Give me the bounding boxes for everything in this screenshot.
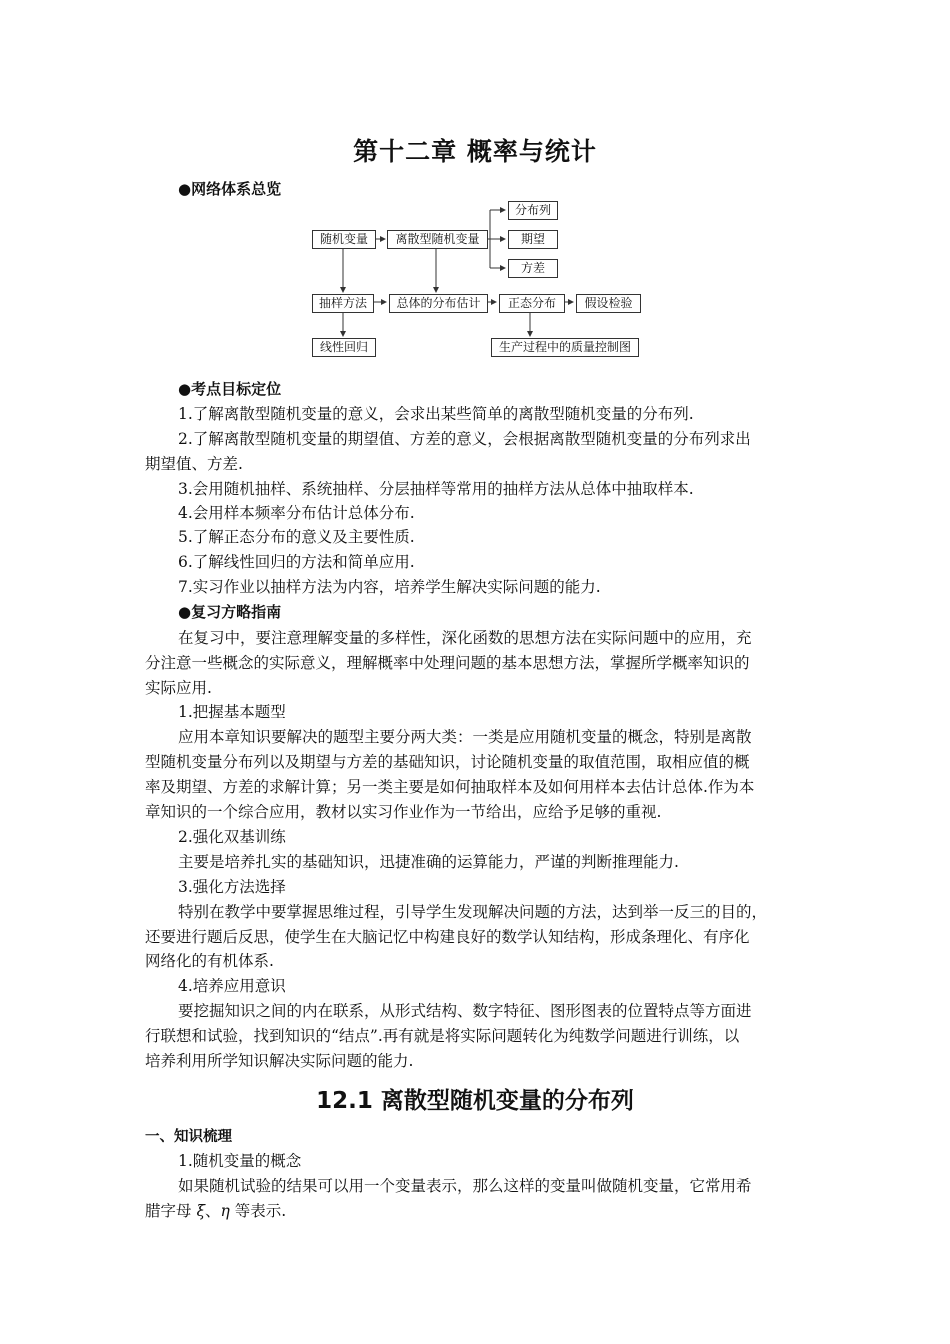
knowledge-structure-diagram [300, 195, 650, 365]
point-4-line-1: 要挖掘知识之间的内在联系，从形式结构、数字特征、图形图表的位置特点等方面进 [178, 1002, 752, 1020]
knowledge-line-2 [145, 1199, 286, 1221]
target-5: 5.了解正态分布的意义及主要性质. [178, 528, 415, 546]
chapter-title: 第十二章 概率与统计 [353, 137, 597, 166]
target-7: 7.实习作业以抽样方法为内容，培养学生解决实际问题的能力. [178, 578, 601, 596]
node-expectation: 期望 [508, 230, 558, 249]
node-linear-regression: 线性回归 [312, 338, 376, 357]
knowledge-item-1: 1.随机变量的概念 [178, 1152, 302, 1170]
node-normal-distribution: 正态分布 [499, 294, 565, 313]
knowledge-line-2-suffix: 等表示. [229, 1202, 287, 1220]
point-4-heading: 4.培养应用意识 [178, 977, 286, 995]
node-sampling-method: 抽样方法 [312, 294, 374, 313]
section-review-strategy: ●复习方略指南 [178, 603, 282, 621]
node-variance: 方差 [508, 259, 558, 278]
point-1-heading: 1.把握基本题型 [178, 703, 286, 721]
point-3-line-3: 网络化的有机体系. [145, 952, 274, 970]
point-1-line-4: 章知识的一个综合应用，教材以实习作业作为一节给出，应给予足够的重视. [145, 803, 662, 821]
section-exam-targets: ●考点目标定位 [178, 380, 282, 398]
point-3-line-2: 还要进行题后反思，使学生在大脑记忆中构建良好的数学认知结构，形成条理化、有序化 [145, 928, 750, 946]
knowledge-line-2-prefix: 腊字母 [145, 1202, 197, 1220]
target-3: 3.会用随机抽样、系统抽样、分层抽样等常用的抽样方法从总体中抽取样本. [178, 480, 694, 498]
section-network-overview: ●网络体系总览 [178, 180, 282, 198]
node-distribution-list: 分布列 [508, 201, 558, 220]
node-discrete-random-variable: 离散型随机变量 [387, 230, 488, 249]
knowledge-heading: 一、知识梳理 [145, 1129, 232, 1145]
point-1-line-1: 应用本章知识要解决的题型主要分两大类：一类是应用随机变量的概念，特别是离散 [178, 728, 752, 746]
target-2: 2.了解离散型随机变量的期望值、方差的意义，会根据离散型随机变量的分布列求出 [178, 430, 751, 448]
section-title-12-1: 12.1 离散型随机变量的分布列 [316, 1088, 634, 1114]
point-1-line-2: 型随机变量分布列以及期望与方差的基础知识，讨论随机变量的取值范围，取相应值的概 [145, 753, 750, 771]
point-4-line-2: 行联想和试验，找到知识的“结点”.再有就是将实际问题转化为纯数学问题进行训练，以 [145, 1027, 740, 1045]
target-4: 4.会用样本频率分布估计总体分布. [178, 504, 415, 522]
point-2-line-1: 主要是培养扎实的基础知识，迅捷准确的运算能力，严谨的判断推理能力. [178, 853, 679, 871]
target-1: 1.了解离散型随机变量的意义，会求出某些简单的离散型随机变量的分布列. [178, 405, 694, 423]
point-2-heading: 2.强化双基训练 [178, 828, 286, 846]
point-1-line-3: 率及期望、方差的求解计算；另一类主要是如何抽取样本及如何用样本去估计总体.作为本 [145, 778, 755, 796]
strategy-line-3: 实际应用. [145, 679, 212, 697]
knowledge-line-1: 如果随机试验的结果可以用一个变量表示，那么这样的变量叫做随机变量，它常用希 [178, 1177, 752, 1195]
eta-symbol: η [220, 1202, 230, 1220]
node-hypothesis-test: 假设检验 [576, 294, 641, 313]
node-quality-control-chart: 生产过程中的质量控制图 [491, 338, 639, 357]
greek-separator: 、 [204, 1202, 221, 1220]
point-3-line-1: 特别在教学中要掌握思维过程，引导学生发现解决问题的方法，达到举一反三的目的， [178, 903, 768, 921]
xi-symbol: ξ [196, 1202, 205, 1220]
point-3-heading: 3.强化方法选择 [178, 878, 286, 896]
strategy-line-2: 分注意一些概念的实际意义，理解概率中处理问题的基本思想方法，掌握所学概率知识的 [145, 654, 750, 672]
point-4-line-3: 培养利用所学知识解决实际问题的能力. [145, 1052, 414, 1070]
node-population-estimate: 总体的分布估计 [389, 294, 488, 313]
strategy-line-1: 在复习中，要注意理解变量的多样性，深化函数的思想方法在实际问题中的应用，充 [178, 629, 752, 647]
target-2-cont: 期望值、方差. [145, 455, 243, 473]
node-random-variable: 随机变量 [312, 230, 376, 249]
target-6: 6.了解线性回归的方法和简单应用. [178, 553, 415, 571]
